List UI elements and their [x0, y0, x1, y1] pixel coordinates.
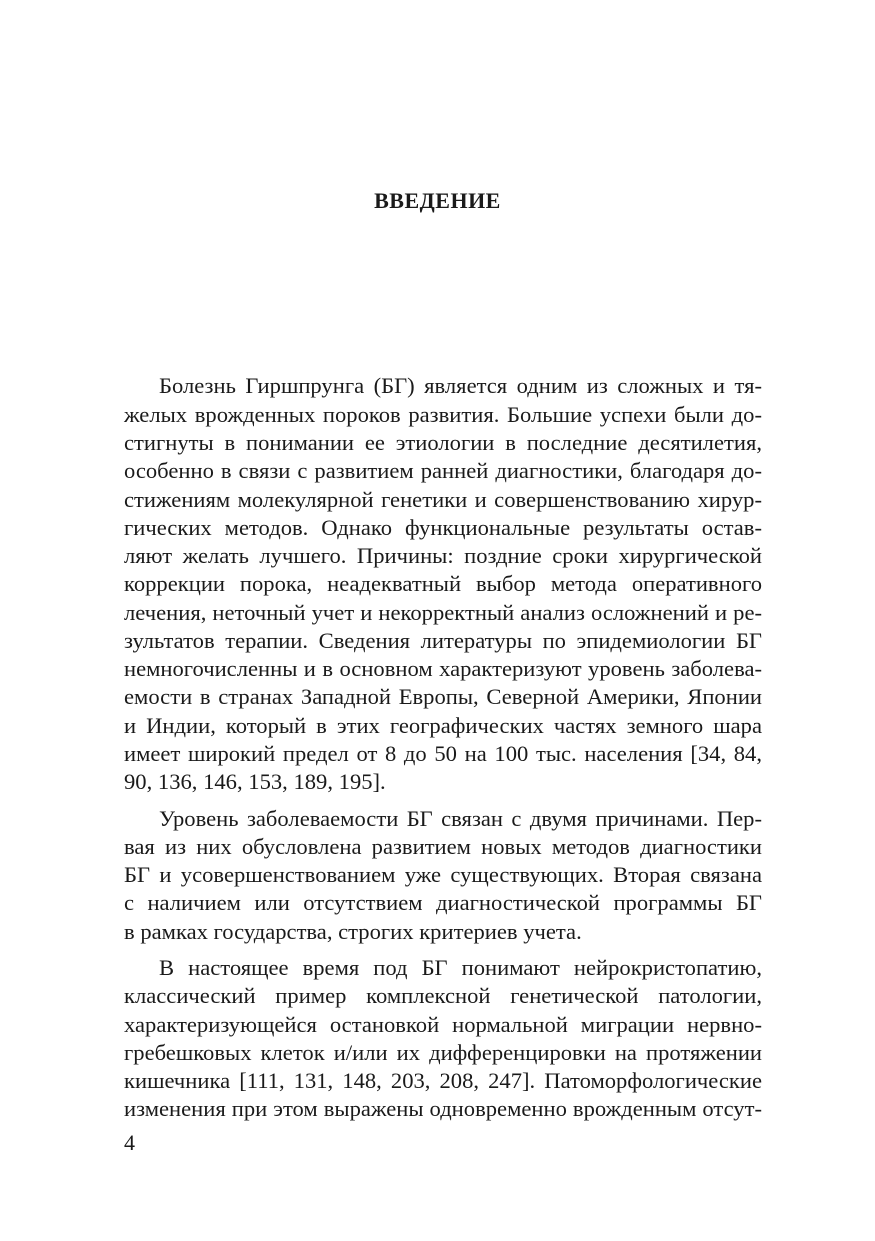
paragraph-2-line: с наличием или отсутствием диагностической программы БГ: [124, 890, 762, 915]
paragraph-2-line: Уровень заболеваемости БГ связан с двумя причинами. Пер-: [159, 806, 762, 831]
paragraph-1-line: гических методов. Однако функциональные результаты остав-: [124, 515, 762, 540]
paragraph-2-line: БГ и усовершенствованием уже существующих. Вторая связана: [124, 862, 762, 887]
paragraph-3-line: характеризующейся остановкой нормальной миграции нервно-: [124, 1012, 762, 1037]
paragraph-1-line: емости в странах Западной Европы, Северной Америки, Японии: [124, 684, 762, 709]
paragraph-3-line: кишечника [111, 131, 148, 203, 208, 247]. Патоморфологические: [124, 1068, 762, 1093]
paragraph-3-line: изменения при этом выражены одновременно врожденным отсут-: [124, 1096, 762, 1121]
paragraph-1-line: стижениям молекулярной генетики и совершенствованию хирур-: [124, 487, 762, 512]
paragraph-1-line: немногочисленны и в основном характеризуют уровень заболева-: [124, 656, 762, 681]
paragraph-1-line: коррекции порока, неадекватный выбор метода оперативного: [124, 571, 762, 596]
page-number: 4: [124, 1130, 135, 1155]
paragraph-1-line: 90, 136, 146, 153, 189, 195].: [124, 769, 386, 794]
paragraph-2-line: в рамках государства, строгих критериев учета.: [124, 919, 582, 944]
paragraph-2-line: вая из них обусловлена развитием новых методов диагностики: [124, 834, 762, 859]
paragraph-1-line: имеет широкий предел от 8 до 50 на 100 тыс. населения [34, 84,: [124, 741, 762, 766]
paragraph-3-line: классический пример комплексной генетической патологии,: [124, 983, 762, 1008]
paragraph-1-line: и Индии, который в этих географических частях земного шара: [124, 713, 762, 738]
paragraph-3-line: В настоящее время под БГ понимают нейрокристопатию,: [159, 955, 762, 980]
paragraph-1-line: особенно в связи с развитием ранней диагностики, благодаря до-: [124, 458, 762, 483]
paragraph-1-line: Болезнь Гиршпрунга (БГ) является одним из сложных и тя-: [159, 373, 762, 398]
chapter-title: ВВЕДЕНИЕ: [374, 188, 501, 213]
paragraph-3-line: гребешковых клеток и/или их дифференцировки на протяжении: [124, 1040, 762, 1065]
paragraph-1-line: ляют желать лучшего. Причины: поздние сроки хирургической: [124, 543, 762, 568]
paragraph-1-line: зультатов терапии. Сведения литературы по эпидемиологии БГ: [124, 628, 762, 653]
paragraph-1-line: лечения, неточный учет и некорректный анализ осложнений и ре-: [124, 600, 762, 625]
paragraph-1-line: желых врожденных пороков развития. Большие успехи были до-: [124, 402, 762, 427]
paragraph-1-line: стигнуты в понимании ее этиологии в последние десятилетия,: [124, 430, 762, 455]
